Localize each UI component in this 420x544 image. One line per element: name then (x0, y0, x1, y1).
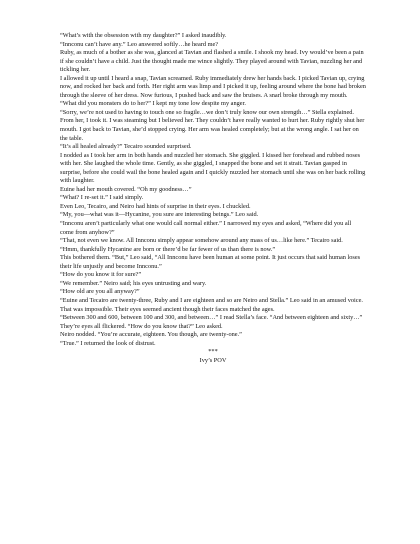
story-text (60, 32, 366, 365)
paragraph-14: “Innconu aren’t particularly what one would call normal either.” I narrowed my eyes and asked, “Where did you all come from anyhow?” (60, 220, 352, 236)
paragraph-11: “What? I re-set it.” I said simply. (60, 194, 144, 202)
paragraph-15: “That, not even we know. All Innconu simply appear somehow around any mass of us…like here.” Tecairo said. (60, 237, 343, 245)
paragraph-21: “Euine and Tecairo are twenty-three, Ruby and I are eighteen and so are Neiro and Stella.” Leo said in an amused voice. (60, 296, 363, 304)
paragraph-23: “Between 300 and 600, between 100 and 300, and between…” I read Stella’s face. “And between eighteen and sixty…” (60, 314, 363, 322)
paragraph-22: That was impossible. Their eyes seemed ancient though their faces matched the ages. (60, 305, 275, 313)
paragraph-3: Ruby, as much of a bother as she was, glanced at Tavian and flashed a smile. I shook my head. Ivy would’ve been a pain if she couldn’t have a child. Just the thought made me wince slightly. They played around with Tavian, nuzzling her and tickling her. (60, 49, 364, 74)
paragraph-1: “What’s with the obsession with my daughter?” I asked inaudibly. (60, 32, 227, 39)
section-heading: Ivy’s POV (199, 356, 227, 364)
paragraph-16: “Hmm, thankfully Hycanine are born or there’d be far fewer of us than there is now.” (60, 245, 276, 253)
paragraph-26: “True.” I returned the look of distrust. (60, 339, 156, 347)
paragraph-12: Even Leo, Tecairo, and Neiro had hints of surprise in their eyes. I chuckled. (60, 202, 251, 210)
paragraph-10: Euine had her mouth covered. “Oh my goodness…” (60, 185, 192, 193)
paragraph-19: “We remember.” Neiro said; his eyes untrusting and wary. (60, 279, 207, 287)
paragraph-20: “How old are you all anyway?” (60, 288, 140, 296)
paragraph-8: “It’s all healed already?” Tecairo sounded surprised. (60, 143, 192, 151)
paragraph-4: I allowed it up until I heard a snap, Tavian screamed. Ruby immediately drew her hands back. I picked Tavian up, crying now, and rocked her back and forth. Her right arm was limp and I picked it up, feeling around where the bone had broken through the sleeve of her dress. Now furious, I pushed back and saw the bruises. A snarl broke through my mouth. (60, 74, 366, 99)
paragraph-2: “Innconu can’t have any.” Leo answered softly…he heard me? (60, 40, 219, 48)
paragraph-6: “Sorry, we’re not used to having to touch one so fragile…we don’t truly know our own strength…” Stella explained. (60, 108, 354, 116)
paragraph-18: “How do you know it for sure?” (60, 271, 142, 279)
section-break: *** (208, 348, 218, 356)
paragraph-25: Neiro nodded. “You’re accurate, eighteen. You though, are twenty-one.” (60, 331, 242, 339)
paragraph-13: “My, you—what was it—Hycanine, you sure are interesting beings.” Leo said. (60, 211, 259, 219)
paragraph-24: They’re eyes all flickered. “How do you know that?” Leo asked. (60, 322, 223, 330)
paragraph-9: I nodded as I took her arm in both hands and nuzzled her stomach. She giggled. I kissed her forehead and rubbed noses with her. She laughed the whole time. Gently, as she giggled, I snapped the bone and set it strait. Tavian gasped in surprise, before she could wail the bone healed again and I quickly nuzzled her stomach until she was on her back rolling with laughter. (60, 151, 366, 185)
paragraph-5: “What did you monsters do to her?” I kept my tone low despite my anger. (60, 100, 246, 108)
paragraph-17: This bothered them. “But,” Leo said, “All Innconu have been human at some point. It just occurs that said human loses their life unjustly and become Innconu.” (60, 254, 361, 270)
paragraph-7: From her, I took it. I was steaming but I believed her. They couldn’t have really wanted to hurt her. Ruby rightly shut her mouth. I got back to Tavian, she’d stopped crying. Her arm was healed completely; but at the wrong angle. I sat her on the table. (60, 117, 365, 142)
